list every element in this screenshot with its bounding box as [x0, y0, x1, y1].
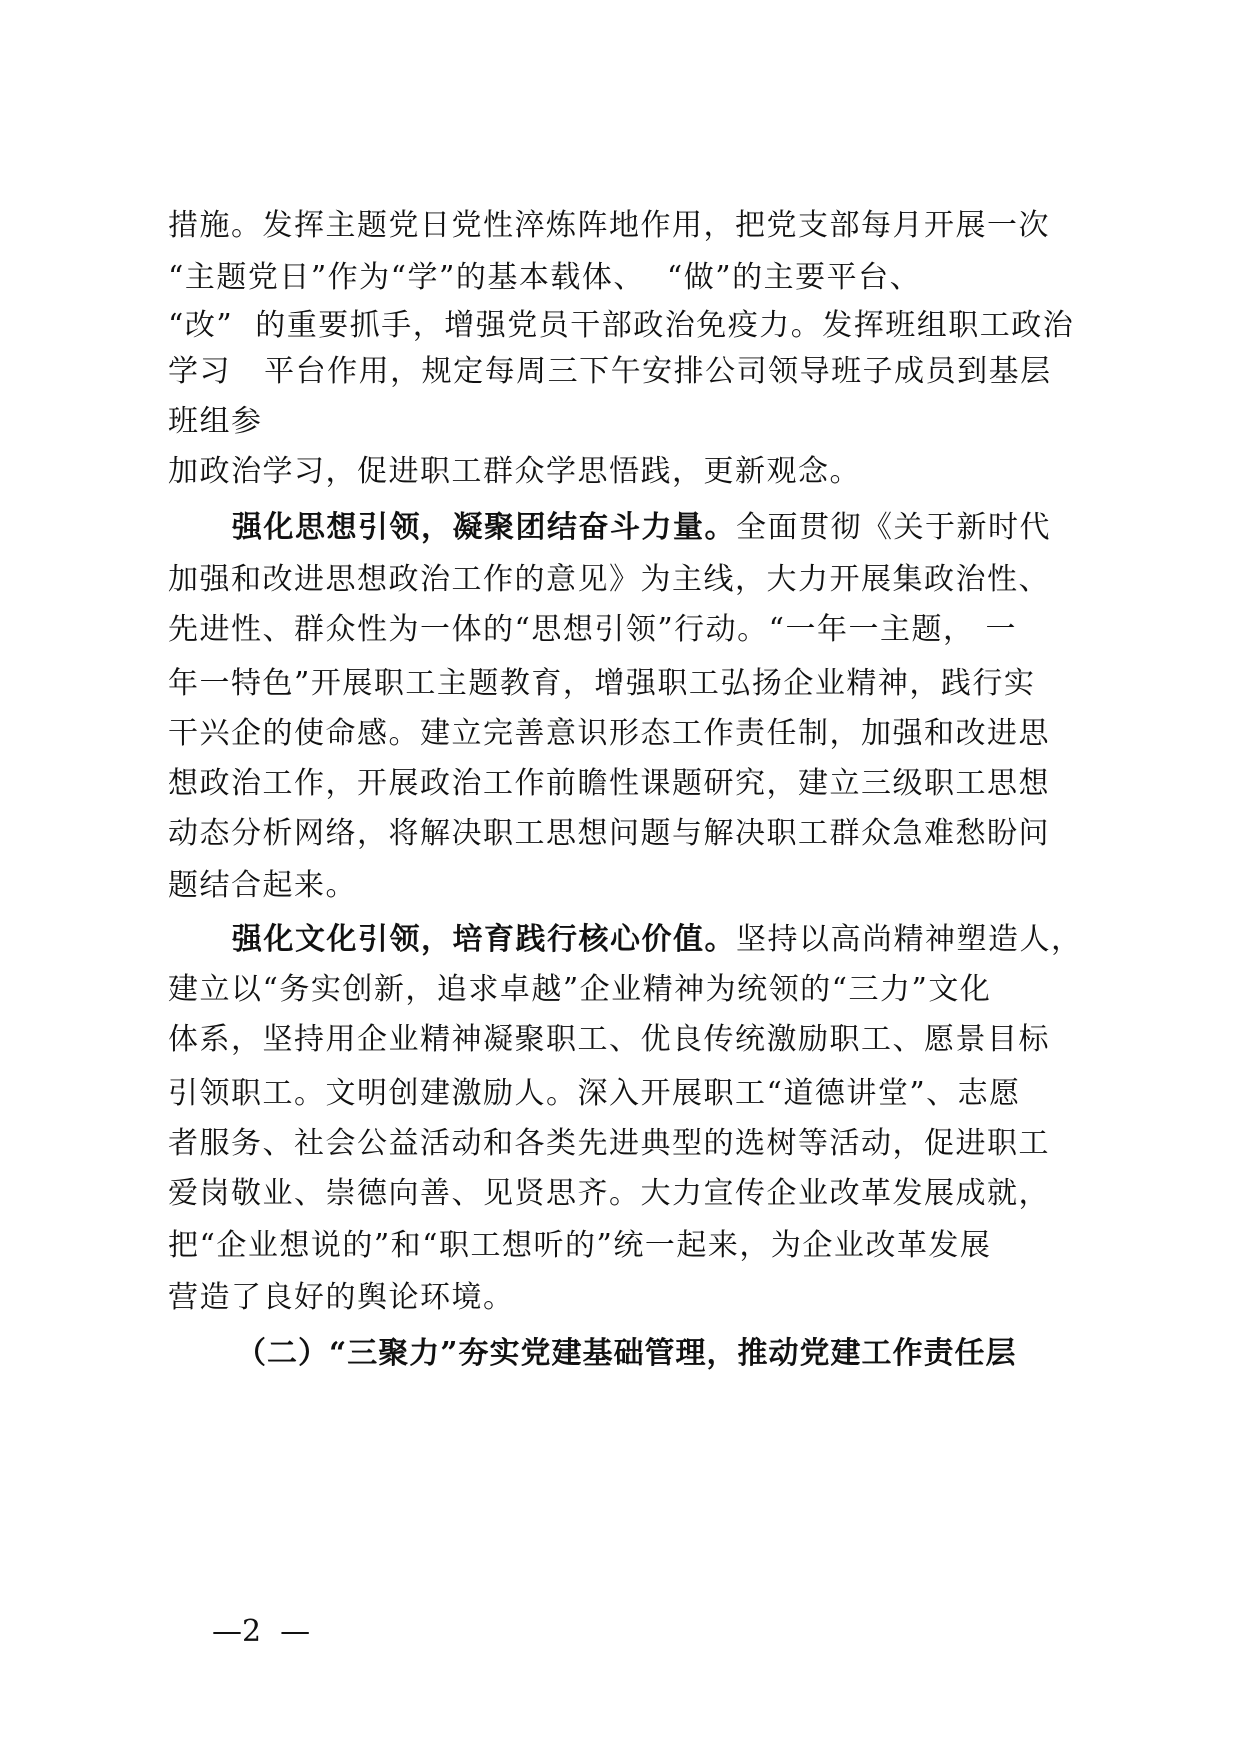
- body-line: [168, 452, 861, 492]
- line-text: “主题党日”作为“学”的基本载体、 “做”的主要平台、: [168, 260, 922, 295]
- line-text: 者服务、社会公益活动和各类先进典型的选树等活动，促进职工: [168, 1126, 1050, 1161]
- line-text: 建立以“务实创新，追求卓越”企业精神为统领的“三力”文化: [168, 972, 992, 1007]
- body-line: [168, 402, 263, 442]
- line-text: “改” 的重要抓手，增强党员干部政治免疫力。发挥班组职工政治: [168, 308, 1075, 343]
- line-text: 题结合起来。: [168, 868, 357, 903]
- body-line: [168, 1226, 991, 1266]
- body-line: [168, 1174, 1050, 1214]
- line-text: 年一特色”开展职工主题教育，增强职工弘扬企业精神，践行实: [168, 666, 1036, 701]
- body-line: [168, 1020, 1050, 1060]
- page-number: —2 —: [212, 1614, 311, 1649]
- body-line: [168, 1278, 515, 1318]
- body-line: [168, 714, 1050, 754]
- paragraph-start-line: [232, 920, 1083, 960]
- line-text: 学习 平台作用，规定每周三下午安排公司领导班子成员到基层: [168, 354, 1052, 389]
- body-line: [168, 306, 1074, 346]
- line-text: 体系，坚持用企业精神凝聚职工、优良传统激励职工、愿景目标: [168, 1022, 1050, 1057]
- body-line: [168, 1124, 1050, 1164]
- line-text: 爱岗敬业、崇德向善、见贤思齐。大力宣传企业改革发展成就，: [168, 1176, 1050, 1211]
- line-text: 班组参: [168, 404, 263, 439]
- body-line: [168, 664, 1035, 704]
- line-text: 干兴企的使命感。建立完善意识形态工作责任制，加强和改进思: [168, 716, 1050, 751]
- line-text: 动态分析网络，将解决职工思想问题与解决职工群众急难愁盼问: [168, 816, 1050, 851]
- body-line: [168, 206, 1050, 246]
- paragraph-start-line: [232, 508, 1051, 548]
- line-text: 加政治学习，促进职工群众学思悟践，更新观念。: [168, 454, 861, 489]
- line-text: 营造了良好的舆论环境。: [168, 1280, 515, 1315]
- body-line: [168, 560, 1050, 600]
- line-text: 加强和改进思想政治工作的意见》为主线，大力开展集政治性、: [168, 562, 1050, 597]
- line-text: 引领职工。文明创建激励人。深入开展职工“道德讲堂”、志愿: [168, 1076, 1021, 1111]
- body-line: [168, 970, 991, 1010]
- body-line: [168, 352, 1052, 392]
- body-line: [168, 866, 357, 906]
- line-text: 措施。发挥主题党日党性淬炼阵地作用，把党支部每月开展一次: [168, 208, 1050, 243]
- line-text: 把“企业想说的”和“职工想听的”统一起来，为企业改革发展: [168, 1228, 992, 1263]
- line-text: 坚持以高尚精神塑造人，: [736, 922, 1083, 957]
- heading-text: （二）“三聚力”夯实党建基础管理，推动党建工作责任层: [236, 1336, 1017, 1371]
- body-line: [168, 814, 1050, 854]
- line-text: 全面贯彻《关于新时代: [736, 510, 1051, 545]
- paragraph-lead-bold: 强化文化引领，培育践行核心价值。: [232, 922, 736, 957]
- line-text: 先进性、群众性为一体的“思想引领”行动。“一年一主题， 一: [168, 612, 1018, 647]
- body-line: [168, 610, 1017, 650]
- line-text: 想政治工作，开展政治工作前瞻性课题研究，建立三级职工思想: [168, 766, 1050, 801]
- body-line: [168, 764, 1050, 804]
- body-line: [168, 1074, 1021, 1114]
- paragraph-lead-bold: 强化思想引领，凝聚团结奋斗力量。: [232, 510, 736, 545]
- body-line: [168, 258, 921, 298]
- section-heading: [236, 1334, 1017, 1374]
